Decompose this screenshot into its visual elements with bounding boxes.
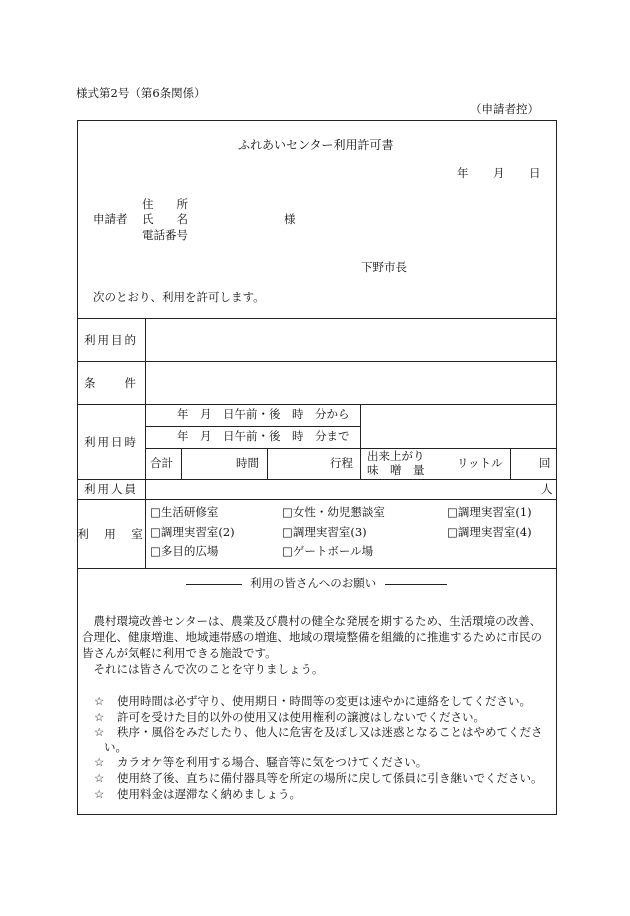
heading-rule-left	[186, 584, 242, 585]
purpose-label: 利用目的	[84, 332, 138, 347]
notice-paragraph-line: 合理化、健康増進、地域連帯感の増進、地域の環境整備を組織的に推進するために市民の	[82, 630, 542, 644]
notice-heading: 利用の皆さんへのお願い	[250, 576, 377, 590]
row-divider	[145, 448, 557, 449]
address-label: 住 所	[142, 197, 188, 211]
trips-label: 行程	[330, 456, 353, 470]
col-divider	[360, 404, 361, 479]
datetime-to: 年 月 日午前・後 時 分まで	[177, 429, 350, 443]
total-label: 合計	[150, 456, 173, 470]
star-icon: ☆	[94, 787, 105, 801]
datetime-label: 利用日時	[84, 434, 138, 449]
room-option[interactable]: □多目的広場	[150, 544, 219, 558]
times-label: 回	[539, 456, 551, 470]
form-number: 様式第2号（第6条関係）	[76, 86, 206, 100]
row-divider	[77, 404, 557, 405]
permission-text: 次のとおり、利用を許可します。	[93, 290, 265, 304]
date-year: 年	[457, 166, 469, 180]
col-divider	[510, 448, 511, 479]
output-label-2: 味 噌 量	[367, 463, 425, 477]
row-divider	[77, 361, 557, 362]
row-divider	[77, 499, 557, 500]
rule-item: 秩序・風俗をみだしたり、他人に危害を及ぼし又は迷惑となることはやめてくださ	[117, 725, 543, 739]
room-option[interactable]: □調理実習室(1)	[447, 505, 532, 519]
star-icon: ☆	[94, 771, 105, 785]
liter-label: リットル	[457, 456, 503, 470]
rule-item: 使用終了後、直ちに備付器具等を所定の場所に戻して係員に引き継いでください。	[117, 771, 543, 785]
row-divider	[77, 479, 557, 480]
date-month: 月	[493, 166, 505, 180]
row-divider	[145, 426, 360, 427]
name-label: 氏 名	[142, 212, 188, 226]
room-option[interactable]: □調理実習室(2)	[150, 525, 235, 539]
room-option[interactable]: □調理実習室(3)	[282, 525, 367, 539]
star-icon: ☆	[94, 694, 105, 708]
notice-paragraph-line: 農村環境改善センターは、農業及び農村の健全な発展を期するため、生活環境の改善、	[82, 614, 542, 628]
col-divider	[267, 448, 268, 479]
col-divider	[145, 318, 146, 568]
applicant-label: 申請者	[93, 212, 128, 226]
rule-item-continuation: い。	[104, 740, 127, 754]
conditions-label: 条 件	[84, 375, 138, 390]
row-divider	[77, 318, 557, 319]
hours-label: 時間	[236, 456, 259, 470]
datetime-from: 年 月 日午前・後 時 分から	[177, 407, 350, 421]
issuer-name: 下野市長	[361, 260, 407, 274]
col-divider	[181, 448, 182, 479]
people-label: 利用人員	[84, 482, 138, 496]
heading-rule-right	[385, 584, 447, 585]
star-icon: ☆	[94, 755, 105, 769]
output-label-1: 出来上がり	[367, 449, 425, 463]
rooms-label: 利 用 室	[77, 526, 145, 541]
rule-item: 許可を受けた目的以外の使用又は使用権利の譲渡はしないでください。	[117, 710, 485, 724]
star-icon: ☆	[94, 710, 105, 724]
room-option[interactable]: □生活研修室	[150, 505, 219, 519]
notice-paragraph-line: 皆さんが気軽に利用できる施設です。	[82, 646, 277, 660]
rule-item: 使用料金は遅滞なく納めましょう。	[117, 787, 301, 801]
star-icon: ☆	[94, 725, 105, 739]
people-unit: 人	[541, 482, 553, 496]
room-option[interactable]: □ゲートボール場	[282, 544, 374, 558]
phone-label: 電話番号	[142, 228, 188, 242]
notice-paragraph-line: それには皆さんで次のことを守りましょう。	[82, 662, 324, 676]
form-title: ふれあいセンター利用許可書	[238, 138, 394, 152]
row-divider	[77, 568, 557, 569]
rule-item: 使用時間は必ず守り、使用期日・時間等の変更は速やかに連絡をしてください。	[117, 694, 531, 708]
room-option[interactable]: □調理実習室(4)	[447, 525, 532, 539]
date-day: 日	[529, 166, 541, 180]
rule-item: カラオケ等を利用する場合、騒音等に気をつけてください。	[117, 755, 428, 769]
honorific-sama: 様	[284, 212, 296, 226]
room-option[interactable]: □女性・幼児懇談室	[282, 505, 385, 519]
copy-label: （申請者控）	[470, 102, 539, 116]
